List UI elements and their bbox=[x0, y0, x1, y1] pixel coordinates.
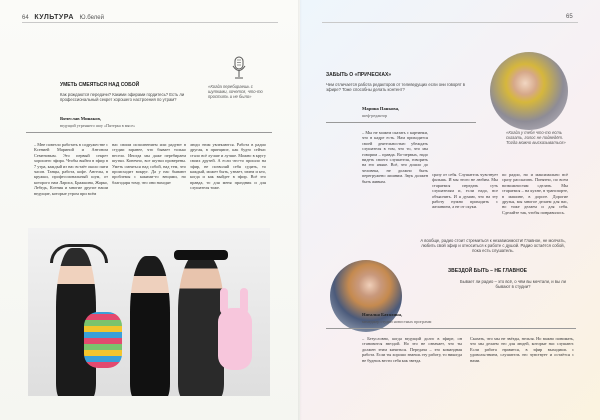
bunny-toy bbox=[218, 308, 252, 370]
left-pull-quote: «Когда перебираешь с шутками, хочется, что-то простить и не было» bbox=[208, 84, 263, 100]
interview-rule bbox=[26, 132, 272, 133]
right-body-col2: сразу от себя. Слушатель чувствует фальшь. И мы этого не любим. Мы стараемся передать суть слушателям и, если надо, все объяснить. И я думаю, что на эту работу нужно приходить с желанием, а не от скуки. bbox=[432, 172, 498, 210]
left-body-col3: люди этим увлекаются. Работа в радио другая, в принципе, как будто сейчас стало всё лучше и лучше. Можно в кругу своих друзей. А если что-то прошло на эфир, не позволяй себя судить, то каждый, может быть, узнает, зачем и кто, когда и как выйдет в эфир. Всё это правда, то для меня праздник и для слушателя тоже. bbox=[190, 142, 266, 191]
person-role: менеджер студии новостных программ bbox=[362, 319, 432, 324]
right-pull-quote: «Когда у тебя что-то есть сказать, голос не подведёт. Тогда можно высказываться» bbox=[506, 130, 566, 146]
section-title: КУЛЬТУРА bbox=[34, 14, 74, 21]
header-rule bbox=[322, 22, 578, 23]
right-body-col5: Сказать, что мы не звёзды, нельзя. Но важно понимать, что мы делаем это для людей, которые нас слушают. Если работа нравится, в эфир выходишь с удовольствием, слушатель это чувствует и остаётся с нами. bbox=[470, 336, 574, 363]
right-subhead: ЗАБЫТЬ О «ПРИЧЕСКАХ» bbox=[326, 72, 392, 78]
right-body-col1: – Мы не можем сказать с картинки, что в кадре есть. Нам приходится своей деятельностью убеждать слушателя в том, что то, что мы говорим – правда. Во-первых, надо видеть своего слушателя, говорить на его языке. Всё, что дошло до человека, не должно быть перегружено лишним. Звук должен быть живым. bbox=[362, 130, 428, 184]
page-number: 65 bbox=[566, 14, 573, 20]
right-question: Чем отличается работа редакторов от телеведущих если они говорят в эфире? Тоже способны делать контент? bbox=[326, 82, 466, 93]
person-name: Марина Панкова, bbox=[362, 106, 400, 111]
right-question-2: Бывает ли радио – это всё, о чём вы мечтали, и вы ли бывают в студии? bbox=[460, 279, 566, 290]
subsection-title: Ю.белей bbox=[79, 15, 104, 21]
person-role: шеф-редактор bbox=[362, 113, 388, 118]
right-subhead-2: ЗВЕЗДОЙ БЫТЬ – НЕ ГЛАВНОЕ bbox=[448, 268, 527, 274]
person-figure bbox=[130, 256, 170, 396]
headphones-icon bbox=[50, 244, 108, 263]
page-number: 64 bbox=[22, 15, 29, 21]
interview-rule bbox=[326, 122, 476, 123]
left-question: Как рождаются передачи? Какими эфирами гордитесь? Есть ли профессиональный секрет хорошего настроения по утрам? bbox=[60, 92, 185, 103]
header-rule bbox=[22, 22, 278, 23]
person-name: Вячеслав Минаков, bbox=[60, 116, 102, 121]
left-body-col2: нас своим исполнением или радуют в студии заранее, что бывает только весело. Иногда мы даже перебираем шутки. Конечно, все шутки проверены. Уметь смеяться над собой, над тем, что происходит вокруг. Да у нас бывают проблемы с какими-то вещами, но благодаря тому, что они находят bbox=[112, 142, 186, 185]
highlight-box-text: А вообще, радио стоит стремиться к независимости! Главное, не молчать, любить свой эфир и относиться к работе с душой. Радио остаётся собой, пока есть слушатель. bbox=[420, 238, 566, 254]
interview-rule bbox=[326, 328, 576, 329]
left-body-col1: – Мне повезло работать в содружестве с Ксенией Мариной и Антоном Семеновым. Это первый секрет хорошего эфира. Чтобы выйти в эфир в 7 утра, каждый из нас встаёт около пяти часов. Танцы, работа, кофе. Ангелы, в кружки, профессиональный шум, от которого нам Лариса, Бражкина, Жарко, Лебедь, Ксения и многие другие наши ведущие, которые утром при всём bbox=[34, 142, 108, 196]
bunny-ear bbox=[240, 288, 248, 314]
left-page-header bbox=[22, 14, 104, 21]
right-page bbox=[300, 0, 600, 420]
striped-toy bbox=[84, 312, 122, 368]
group-photo bbox=[28, 228, 270, 396]
person-role: ведущий утреннего шоу «Пятерка в мясе» bbox=[60, 123, 136, 128]
page-spine bbox=[298, 0, 302, 420]
right-body-col4: – Безусловно, когда ведущий долго в эфире, он становится звездой. Но это не означает, что ты должен этим кичиться. Передача – это командная работа. Если ты хорошо знаешь эту работу, то никогда не будешь вести себя как звезда. bbox=[362, 336, 462, 363]
right-page-header bbox=[566, 14, 573, 20]
woman-portrait-photo bbox=[490, 52, 568, 130]
bunny-ear bbox=[220, 288, 228, 314]
left-subhead: УМЕТЬ СМЕЯТЬСЯ НАД СОБОЙ bbox=[60, 82, 140, 88]
hat-icon bbox=[174, 250, 228, 260]
microphone-icon bbox=[232, 56, 246, 80]
right-body-col3: по радио, но и максимально всё сразу рассказать. Понятно, по всем возможностям сделать. Мы стараемся – на кухне, в транспорте, в машине, в дороге. Дорогие друзья, мы многое делаем для вас, но тоже делаем и для себя. Сделайте так, чтобы понравилось. bbox=[502, 172, 568, 215]
person-name: Наталья Баталина, bbox=[362, 312, 403, 317]
